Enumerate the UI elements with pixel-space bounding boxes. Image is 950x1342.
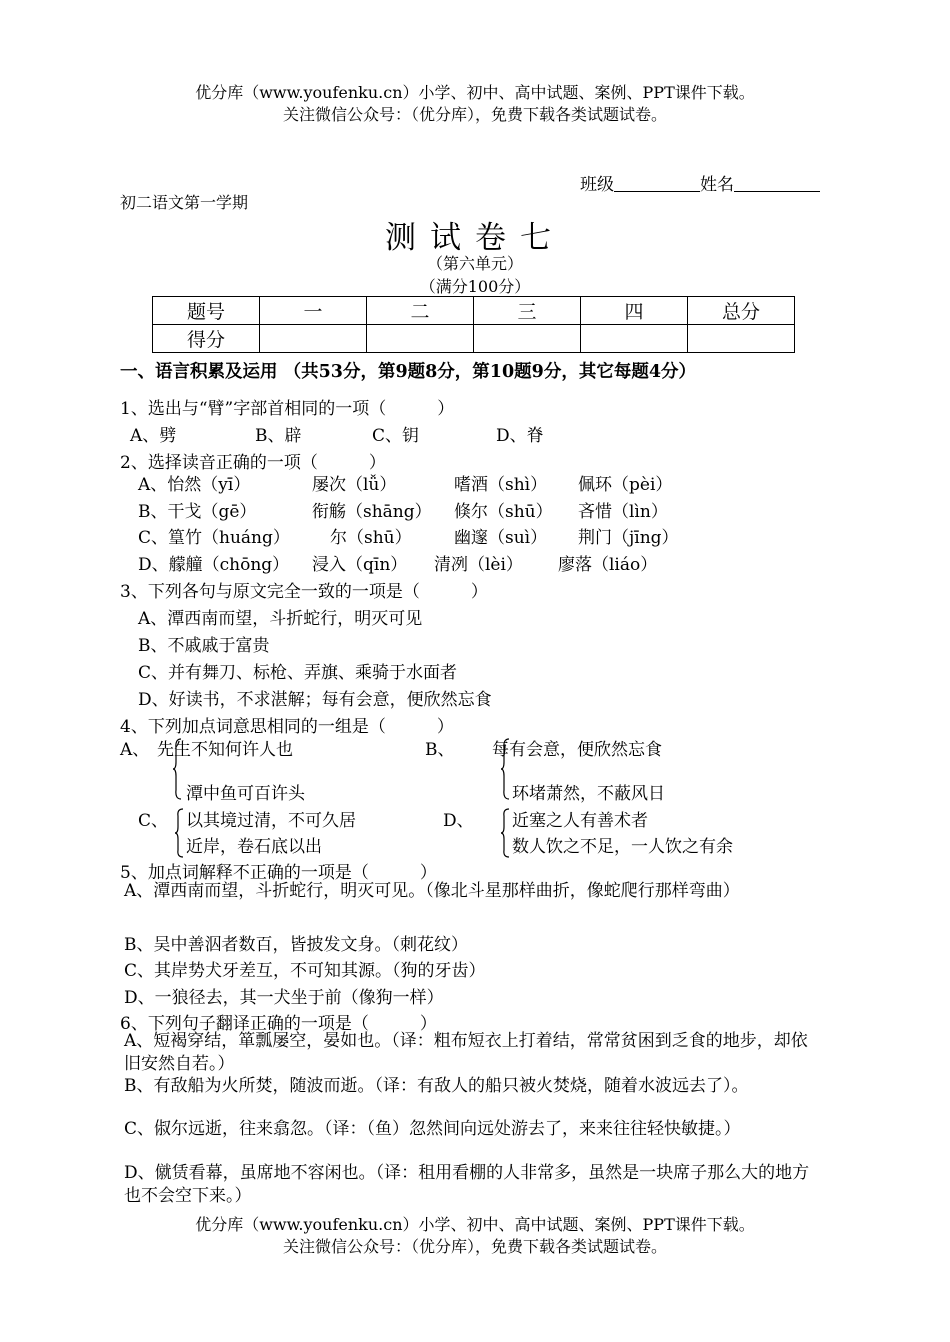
question-4-stem: 4、下列加点词意思相同的一组是（ ） [120, 717, 454, 737]
q3-option-c[interactable]: C、并有舞刀、标枪、弄旗、乘骑于水面者 [138, 663, 458, 683]
q2-item: 屡次（lǚ） [312, 475, 397, 495]
q2-row-d[interactable] [138, 550, 289, 575]
q3-option-b[interactable]: B、不戚戚于富贵 [138, 636, 270, 656]
q4-option-a-label[interactable]: A、 [120, 740, 150, 760]
q2-item: 尔（shū） [330, 528, 412, 548]
q1-option-d[interactable]: D、脊 [496, 426, 544, 446]
brace-icon [500, 808, 508, 858]
table-cell: 题号 [153, 297, 260, 325]
q5-option-c[interactable]: C、其岸势犬牙差互，不可知其源。（狗的牙齿） [124, 961, 486, 981]
q2-item: 廖落（liáo） [558, 555, 658, 575]
q5-option-d[interactable]: D、一狼径去，其一犬坐于前（像狗一样） [124, 988, 444, 1008]
q4-d-sentence-1: 近塞之人有善术者 [512, 811, 648, 831]
header-line-2: 关注微信公众号：（优分库），免费下载各类试题试卷。 [282, 105, 667, 124]
q6-option-b-text: B、有敌船为火所焚，随波而逝。（译：有敌人的船只被火焚烧，随着水波远去了）。 [124, 1076, 749, 1096]
q5-option-b[interactable]: B、吴中善泅者数百，皆披发文身。（刺花纹） [124, 935, 468, 955]
q1-option-c[interactable]: C、钥 [372, 426, 420, 446]
q2-item: 幽邃（suì） [454, 528, 548, 548]
q4-c-sentence-2: 近岸，卷石底以出 [186, 837, 322, 857]
q2-item: D、艨艟（chōng） [138, 555, 290, 575]
score-input-cell[interactable] [260, 325, 367, 353]
table-cell: 四 [581, 297, 688, 325]
student-info [580, 170, 820, 195]
q2-item: A、怡然（yī） [138, 475, 251, 495]
q6-option-a[interactable] [124, 1030, 814, 1076]
q4-a-sentence-2: 潭中鱼可百许头 [186, 784, 305, 804]
table-row [153, 297, 795, 325]
q2-row-a[interactable] [138, 470, 250, 495]
section-title: 一、语言积累及运用 [120, 362, 278, 382]
question-5-stem: 5、加点词解释不正确的一项是（ ） [120, 863, 437, 883]
q2-item: 荆门（jīng） [578, 528, 679, 548]
q5-option-a[interactable] [124, 880, 814, 903]
q6-option-b[interactable] [124, 1075, 814, 1098]
q1-option-a[interactable]: A、劈 [130, 426, 177, 446]
q4-option-b-label[interactable]: B、 [425, 740, 455, 760]
q2-item: 清冽（lèi） [434, 555, 523, 575]
q5-option-a-text: A、潭西南而望，斗折蛇行，明灭可见。（像北斗星那样曲折，像蛇爬行那样弯曲） [124, 881, 740, 901]
q4-b-sentence-1: 每有会意，便欣然忘食 [492, 740, 662, 760]
q4-b-sentence-2: 环堵萧然，不蔽风日 [512, 784, 665, 804]
q2-item: 嗜酒（shì） [454, 475, 548, 495]
q2-item: 衔觞（shāng） [312, 502, 432, 522]
unit-subtitle: （第六单元） [426, 254, 523, 273]
q2-item: B、干戈（gē） [138, 502, 257, 522]
brace-icon [174, 808, 182, 858]
table-cell: 总分 [688, 297, 795, 325]
score-input-cell[interactable] [474, 325, 581, 353]
class-label: 班级 [580, 175, 614, 195]
q2-item: 吝惜（lìn） [578, 502, 668, 522]
table-cell: 二 [367, 297, 474, 325]
q6-option-d-text: D、僦赁看幕，虽席地不容闲也。（译：租用看棚的人非常多，虽然是一块席子那么大的地方也不会空下来。） [124, 1163, 810, 1206]
q2-row-b[interactable] [138, 497, 256, 522]
q3-option-d[interactable]: D、好读书，不求湛解；每有会意，便欣然忘食 [138, 690, 492, 710]
class-blank[interactable] [614, 173, 700, 192]
q2-item: 浸入（qīn） [312, 555, 408, 575]
table-cell: 一 [260, 297, 367, 325]
full-marks: （满分100分） [419, 277, 531, 296]
q4-a-sentence-1: 先生不知何许人也 [157, 740, 293, 760]
section-note: （共53分，第9题8分，第10题9分，其它每题4分） [283, 362, 697, 382]
q2-item: 佩环（pèi） [578, 475, 673, 495]
q4-c-sentence-1: 以其境过清，不可久居 [186, 811, 356, 831]
footer-line-1: 优分库（www.youfenku.cn）小学、初中、高中试题、案例、PPT课件下载。 [195, 1215, 755, 1234]
q1-option-b[interactable]: B、辟 [255, 426, 302, 446]
q4-d-sentence-2: 数人饮之不足，一人饮之有余 [512, 837, 733, 857]
table-cell: 得分 [153, 325, 260, 353]
footer-line-2: 关注微信公众号：（优分库），免费下载各类试题试卷。 [282, 1237, 667, 1256]
section-heading [120, 358, 696, 383]
q2-item: 倏尔（shū） [454, 502, 553, 522]
question-1-stem: 1、选出与“臂”字部首相同的一项（ ） [120, 399, 455, 419]
table-cell: 三 [474, 297, 581, 325]
name-label: 姓名 [700, 175, 734, 195]
q4-option-d-label[interactable]: D、 [443, 811, 474, 831]
name-blank[interactable] [734, 173, 820, 192]
q2-row-c[interactable] [138, 523, 290, 548]
score-table [152, 296, 795, 353]
question-3-stem: 3、下列各句与原文完全一致的一项是（ ） [120, 582, 488, 602]
score-input-cell[interactable] [581, 325, 688, 353]
q6-option-d[interactable] [124, 1162, 814, 1208]
page-title: 测试卷七 [385, 220, 565, 256]
question-2-stem: 2、选择读音正确的一项（ ） [120, 453, 386, 473]
course-label: 初二语文第一学期 [120, 193, 249, 212]
q2-item: C、篁竹（huáng） [138, 528, 290, 548]
table-row [153, 325, 795, 353]
q4-option-c-label[interactable]: C、 [138, 811, 169, 831]
score-input-cell[interactable] [688, 325, 795, 353]
q6-option-c[interactable] [124, 1118, 814, 1141]
header-line-1: 优分库（www.youfenku.cn）小学、初中、高中试题、案例、PPT课件下载。 [195, 83, 755, 102]
score-input-cell[interactable] [367, 325, 474, 353]
q6-option-a-text: A、短褐穿结，箪瓢屡空，晏如也。（译：粗布短衣上打着结，常常贫困到乏食的地步，却依旧安然自若。） [124, 1031, 808, 1074]
q6-option-c-text: C、俶尔远逝，往来翕忽。（译：（鱼）忽然间向远处游去了，来来往往轻快敏捷。） [124, 1119, 741, 1139]
q3-option-a[interactable]: A、潭西南而望，斗折蛇行，明灭可见 [138, 609, 423, 629]
question-6-stem: 6、下列句子翻译正确的一项是（ ） [120, 1014, 437, 1034]
